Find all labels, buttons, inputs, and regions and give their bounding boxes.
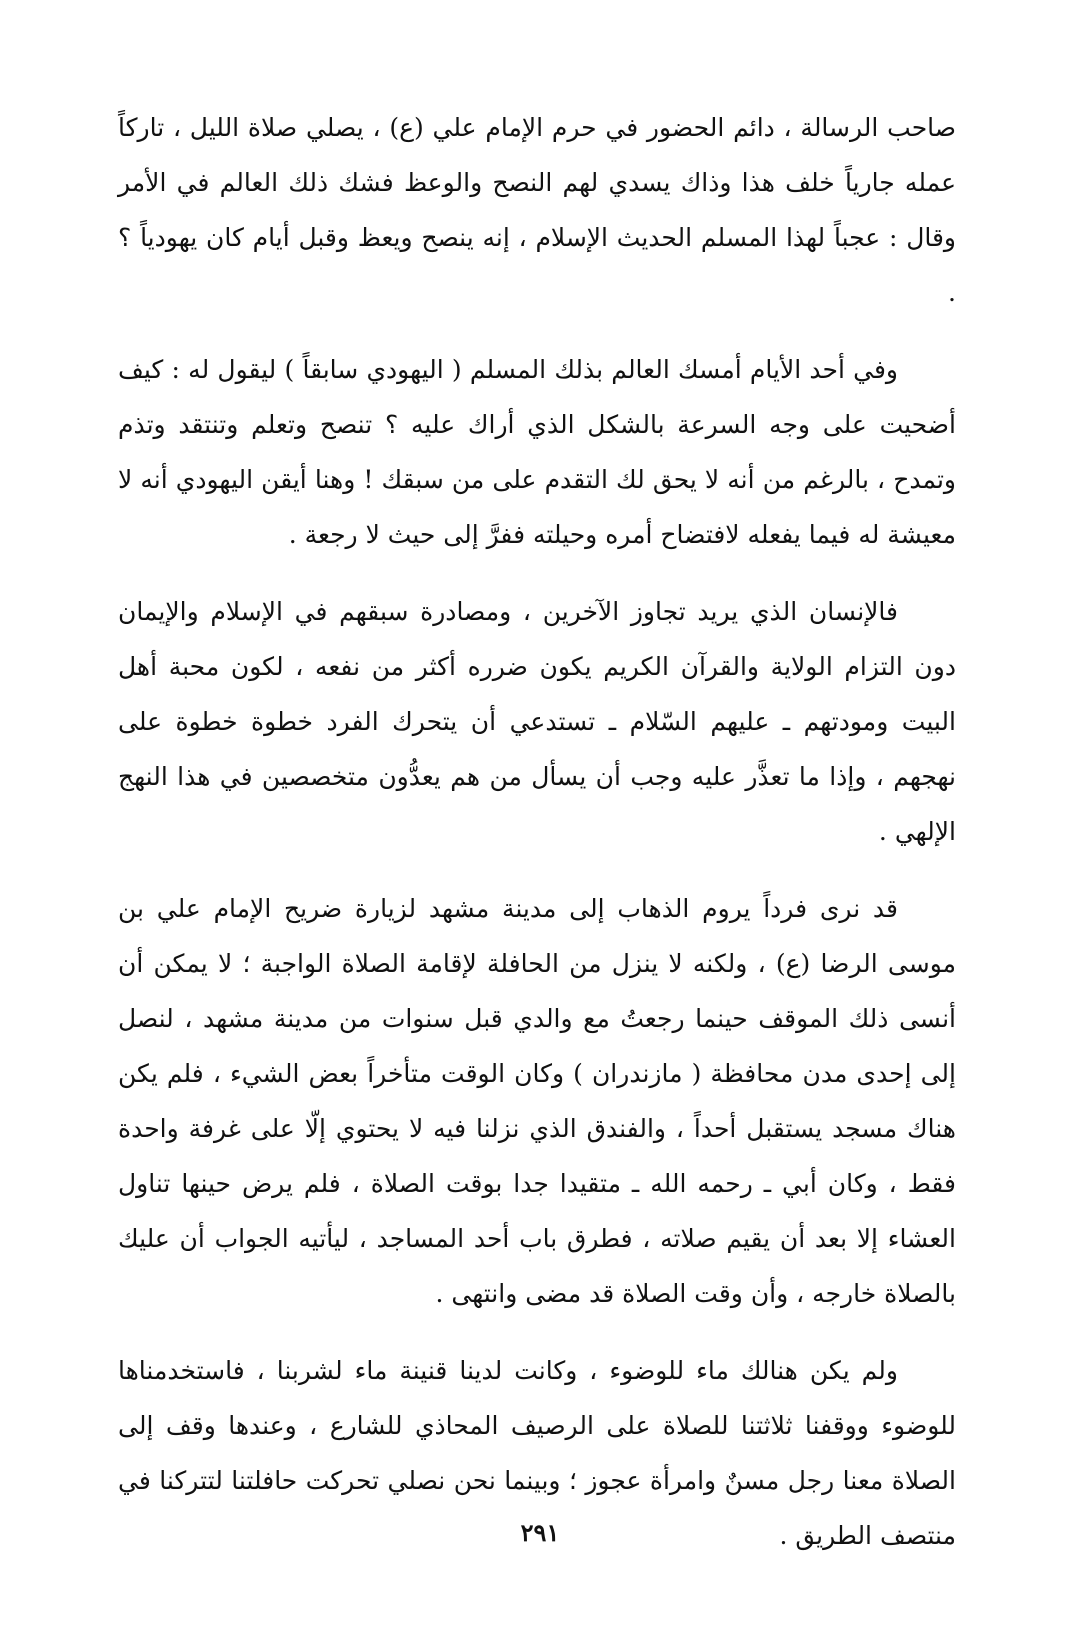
paragraph-4: قد نرى فرداً يروم الذهاب إلى مدينة مشهد لزيارة ضريح الإمام علي بن موسى الرضا (ع) ، ولكنه لا ينزل من الحافلة لإقامة الصلاة الواجبة ؛ لا يمكن أن أنسى ذلك الموقف حينما رجعتُ مع والدي قبل سنوات من مدينة مشهد ، لنصل إلى إحدى مدن محافظة ( مازندران ) وكان الوقت متأخراً بعض الشيء ، فلم يكن هناك مسجد يستقبل أحداً ، والفندق الذي نزلنا فيه لا يحتوي إلّا على غرفة واحدة فقط ، وكان أبي ـ رحمه الله ـ متقيدا جدا بوقت الصلاة ، فلم يرض حينها تناول العشاء إلا بعد أن يقيم صلاته ، فطرق باب أحد المساجد ، ليأتيه الجواب أن عليك بالصلاة خارجه ، وأن وقت الصلاة قد مضى وانتهى . [118, 894, 956, 1308]
paragraph-2: وفي أحد الأيام أمسك العالم بذلك المسلم ( اليهودي سابقاً ) ليقول له : كيف أضحيت على وجه السرعة بالشكل الذي أراك عليه ؟ تنصح وتعلم وتنتقد وتذم وتمدح ، بالرغم من أنه لا يحق لك التقدم على من سبقك ! وهنا أيقن اليهودي أنه لا معيشة له فيما يفعله لافتضاح أمره وحيلته ففرَّ إلى حيث لا رجعة . [118, 355, 956, 549]
paragraph-3: فالإنسان الذي يريد تجاوز الآخرين ، ومصادرة سبقهم في الإسلام والإيمان دون التزام الولاية والقرآن الكريم يكون ضرره أكثر من نفعه ، لكون محبة أهل البيت ومودتهم ـ عليهم السّلام ـ تستدعي أن يتحرك الفرد خطوة خطوة على نهجهم ، وإذا ما تعذَّر عليه وجب أن يسأل من هم يعدُّون متخصصين في هذا النهج الإلهي . [118, 597, 956, 846]
body-text [118, 100, 956, 1563]
paragraph-1: صاحب الرسالة ، دائم الحضور في حرم الإمام علي (ع) ، يصلي صلاة الليل ، تاركاً عمله جارياً خلف هذا وذاك يسدي لهم النصح والوعظ فشك ذلك العالم في الأمر وقال : عجباً لهذا المسلم الحديث الإسلام ، إنه ينصح ويعظ وقبل أيام كان يهودياً ؟ . [118, 113, 956, 307]
paragraph-5: ولم يكن هنالك ماء للوضوء ، وكانت لدينا قنينة ماء لشربنا ، فاستخدمناها للوضوء ووقفنا ثلاثتنا للصلاة على الرصيف المحاذي للشارع ، وعندها وقف إلى الصلاة معنا رجل مسنٌ وامرأة عجوز ؛ وبينما نحن نصلي تحركت حافلتنا لتتركنا في منتصف الطريق . [118, 1356, 956, 1550]
page-number: ٢٩١ [520, 1518, 560, 1547]
